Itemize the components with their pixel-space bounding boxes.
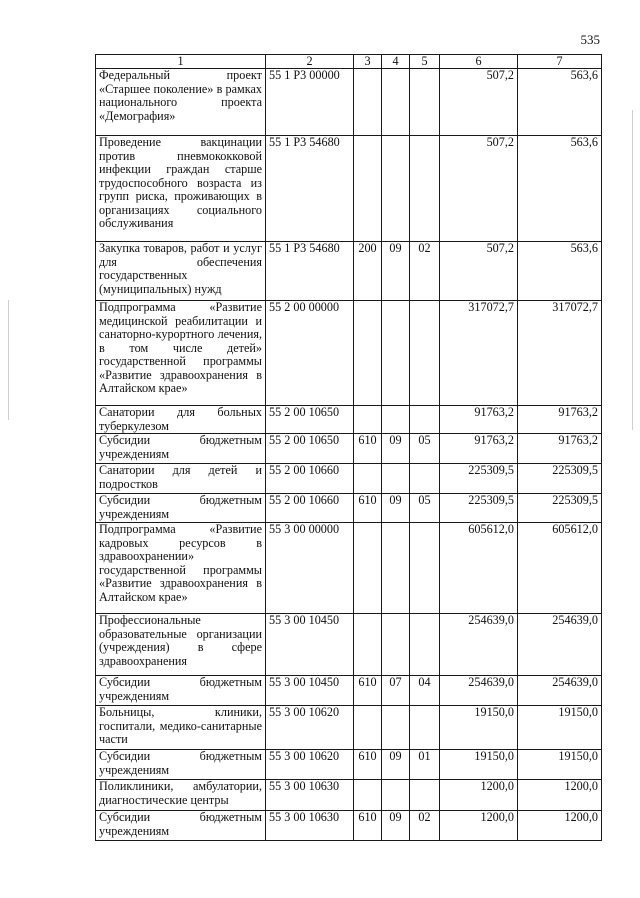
amount-col-7: 254639,0 bbox=[518, 614, 602, 676]
amount-col-7: 19150,0 bbox=[518, 750, 602, 780]
expense-type: 610 bbox=[354, 676, 382, 706]
table-row bbox=[96, 614, 602, 676]
table-row bbox=[96, 464, 602, 494]
table-row bbox=[96, 301, 602, 406]
expense-type bbox=[354, 136, 382, 242]
expense-type bbox=[354, 614, 382, 676]
header-col-7: 7 bbox=[518, 55, 602, 69]
expense-type bbox=[354, 464, 382, 494]
amount-col-6: 91763,2 bbox=[440, 406, 518, 434]
item-name: Больницы, клиники, госпитали, медико-санитарные части bbox=[96, 706, 266, 750]
target-code: 55 2 00 10660 bbox=[266, 494, 354, 523]
target-code: 55 1 P3 54680 bbox=[266, 242, 354, 301]
target-code: 55 2 00 10660 bbox=[266, 464, 354, 494]
expense-type bbox=[354, 780, 382, 811]
target-code: 55 2 00 10650 bbox=[266, 434, 354, 464]
expense-type: 610 bbox=[354, 811, 382, 841]
subsection-code: 05 bbox=[410, 494, 440, 523]
subsection-code bbox=[410, 301, 440, 406]
expense-type: 610 bbox=[354, 494, 382, 523]
item-name: Санатории для больных туберкулезом bbox=[96, 406, 266, 434]
amount-col-7: 563,6 bbox=[518, 136, 602, 242]
subsection-code bbox=[410, 69, 440, 136]
subsection-code bbox=[410, 706, 440, 750]
amount-col-6: 507,2 bbox=[440, 136, 518, 242]
expense-type bbox=[354, 69, 382, 136]
subsection-code bbox=[410, 614, 440, 676]
item-name: Подпрограмма «Развитие кадровых ресурсов в здравоохранении» государственной программы «Развитие здравоохранения в Алтайском крае» bbox=[96, 523, 266, 614]
table-row bbox=[96, 494, 602, 523]
table-row bbox=[96, 676, 602, 706]
table-body bbox=[96, 69, 602, 841]
subsection-code bbox=[410, 523, 440, 614]
scan-margin-mark bbox=[8, 300, 9, 420]
section-code: 09 bbox=[382, 242, 410, 301]
item-name: Субсидии бюджетным учреждениям bbox=[96, 676, 266, 706]
table-row bbox=[96, 780, 602, 811]
target-code: 55 3 00 10450 bbox=[266, 676, 354, 706]
expense-type bbox=[354, 523, 382, 614]
amount-col-6: 225309,5 bbox=[440, 494, 518, 523]
expense-type: 610 bbox=[354, 750, 382, 780]
amount-col-6: 1200,0 bbox=[440, 780, 518, 811]
amount-col-7: 91763,2 bbox=[518, 434, 602, 464]
section-code: 09 bbox=[382, 811, 410, 841]
section-code: 09 bbox=[382, 750, 410, 780]
target-code: 55 3 00 10620 bbox=[266, 750, 354, 780]
item-name: Профессиональные образовательные организации (учреждения) в сфере здравоохранения bbox=[96, 614, 266, 676]
section-code: 09 bbox=[382, 434, 410, 464]
section-code bbox=[382, 706, 410, 750]
page-number: 535 bbox=[580, 32, 600, 47]
header-col-1: 1 bbox=[96, 55, 266, 69]
table-row bbox=[96, 136, 602, 242]
expense-type: 200 bbox=[354, 242, 382, 301]
amount-col-7: 19150,0 bbox=[518, 706, 602, 750]
expense-type bbox=[354, 301, 382, 406]
target-code: 55 1 P3 54680 bbox=[266, 136, 354, 242]
target-code: 55 2 00 10650 bbox=[266, 406, 354, 434]
amount-col-6: 507,2 bbox=[440, 69, 518, 136]
amount-col-7: 605612,0 bbox=[518, 523, 602, 614]
expense-type bbox=[354, 706, 382, 750]
amount-col-6: 254639,0 bbox=[440, 676, 518, 706]
item-name: Проведение вакцинации против пневмококковой инфекции граждан старше трудоспособного возраста из групп риска, проживающих в организациях социального обслуживания bbox=[96, 136, 266, 242]
amount-col-6: 317072,7 bbox=[440, 301, 518, 406]
table-row bbox=[96, 811, 602, 841]
section-code bbox=[382, 136, 410, 242]
table-header bbox=[96, 55, 602, 69]
section-code bbox=[382, 69, 410, 136]
section-code bbox=[382, 406, 410, 434]
amount-col-7: 563,6 bbox=[518, 242, 602, 301]
target-code: 55 3 00 10630 bbox=[266, 780, 354, 811]
header-col-6: 6 bbox=[440, 55, 518, 69]
amount-col-7: 225309,5 bbox=[518, 494, 602, 523]
amount-col-7: 317072,7 bbox=[518, 301, 602, 406]
amount-col-6: 91763,2 bbox=[440, 434, 518, 464]
target-code: 55 3 00 00000 bbox=[266, 523, 354, 614]
table-row bbox=[96, 242, 602, 301]
amount-col-7: 563,6 bbox=[518, 69, 602, 136]
amount-col-6: 225309,5 bbox=[440, 464, 518, 494]
header-col-5: 5 bbox=[410, 55, 440, 69]
target-code: 55 3 00 10450 bbox=[266, 614, 354, 676]
item-name: Поликлиники, амбулатории, диагностические центры bbox=[96, 780, 266, 811]
amount-col-7: 1200,0 bbox=[518, 811, 602, 841]
header-col-4: 4 bbox=[382, 55, 410, 69]
amount-col-7: 91763,2 bbox=[518, 406, 602, 434]
amount-col-6: 19150,0 bbox=[440, 706, 518, 750]
header-row bbox=[96, 55, 602, 69]
item-name: Субсидии бюджетным учреждениям bbox=[96, 494, 266, 523]
section-code bbox=[382, 614, 410, 676]
item-name: Федеральный проект «Старшее поколение» в рамках национального проекта «Демография» bbox=[96, 69, 266, 136]
section-code bbox=[382, 523, 410, 614]
scan-margin-mark bbox=[632, 110, 633, 430]
item-name: Субсидии бюджетным учреждениям bbox=[96, 811, 266, 841]
item-name: Санатории для детей и подростков bbox=[96, 464, 266, 494]
section-code bbox=[382, 464, 410, 494]
item-name: Субсидии бюджетным учреждениям bbox=[96, 434, 266, 464]
subsection-code bbox=[410, 136, 440, 242]
item-name: Субсидии бюджетным учреждениям bbox=[96, 750, 266, 780]
subsection-code bbox=[410, 464, 440, 494]
expense-type: 610 bbox=[354, 434, 382, 464]
expense-type bbox=[354, 406, 382, 434]
subsection-code: 04 bbox=[410, 676, 440, 706]
amount-col-6: 254639,0 bbox=[440, 614, 518, 676]
table-row bbox=[96, 69, 602, 136]
target-code: 55 1 P3 00000 bbox=[266, 69, 354, 136]
subsection-code: 05 bbox=[410, 434, 440, 464]
header-col-2: 2 bbox=[266, 55, 354, 69]
table-row bbox=[96, 406, 602, 434]
section-code: 07 bbox=[382, 676, 410, 706]
amount-col-7: 1200,0 bbox=[518, 780, 602, 811]
amount-col-6: 605612,0 bbox=[440, 523, 518, 614]
header-col-3: 3 bbox=[354, 55, 382, 69]
table-row bbox=[96, 706, 602, 750]
section-code bbox=[382, 301, 410, 406]
subsection-code bbox=[410, 406, 440, 434]
amount-col-7: 254639,0 bbox=[518, 676, 602, 706]
amount-col-6: 19150,0 bbox=[440, 750, 518, 780]
table-row bbox=[96, 523, 602, 614]
subsection-code bbox=[410, 780, 440, 811]
table-row bbox=[96, 750, 602, 780]
target-code: 55 3 00 10620 bbox=[266, 706, 354, 750]
target-code: 55 2 00 00000 bbox=[266, 301, 354, 406]
item-name: Закупка товаров, работ и услуг для обеспечения государственных (муниципальных) нужд bbox=[96, 242, 266, 301]
amount-col-6: 1200,0 bbox=[440, 811, 518, 841]
amount-col-6: 507,2 bbox=[440, 242, 518, 301]
section-code bbox=[382, 780, 410, 811]
item-name: Подпрограмма «Развитие медицинской реабилитации и санаторно-курортного лечения, в том числе детей» государственной программы «Развитие здравоохранения в Алтайском крае» bbox=[96, 301, 266, 406]
budget-table bbox=[95, 54, 602, 841]
amount-col-7: 225309,5 bbox=[518, 464, 602, 494]
target-code: 55 3 00 10630 bbox=[266, 811, 354, 841]
subsection-code: 01 bbox=[410, 750, 440, 780]
subsection-code: 02 bbox=[410, 811, 440, 841]
subsection-code: 02 bbox=[410, 242, 440, 301]
table-row bbox=[96, 434, 602, 464]
section-code: 09 bbox=[382, 494, 410, 523]
